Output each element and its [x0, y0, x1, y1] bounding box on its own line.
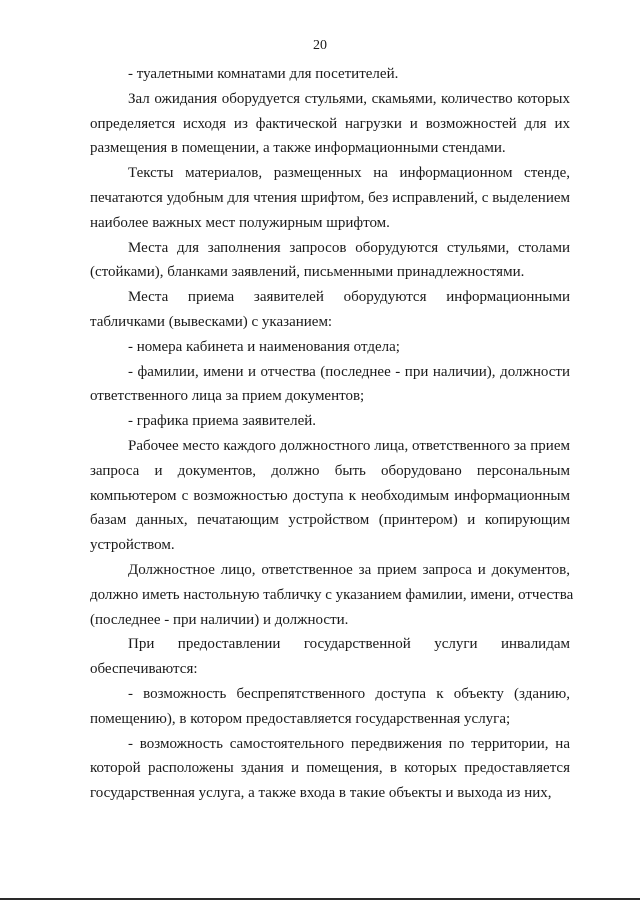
- paragraph-line: - фамилии, имени и отчества (последнее - при наличии), должности: [128, 363, 570, 380]
- paragraph-line: размещения в помещении, а также информационными стендами.: [90, 140, 506, 157]
- paragraph-line: помещению), в котором предоставляется государственная услуга;: [90, 710, 511, 727]
- document-body: [90, 62, 574, 806]
- page-bottom-edge: [0, 898, 640, 900]
- paragraph-line: государственная услуга, а также входа в такие объекты и выхода из них,: [90, 785, 552, 802]
- paragraph-line: определяется исходя из фактической нагрузки и возможностей для их: [90, 115, 570, 132]
- paragraph-line: должно иметь настольную табличку с указанием фамилии, имени, отчества: [90, 586, 574, 603]
- paragraph-line: - возможность беспрепятственного доступа к объекту (зданию,: [128, 685, 570, 702]
- paragraph-line: компьютером с возможностью доступа к необходимым информационным: [90, 487, 570, 504]
- paragraph-line: Зал ожидания оборудуется стульями, скамьями, количество которых: [128, 90, 570, 107]
- paragraph-line: табличками (вывесками) с указанием:: [90, 313, 333, 330]
- paragraph-line: обеспечиваются:: [90, 661, 198, 678]
- paragraph-line: - возможность самостоятельного передвижения по территории, на: [128, 735, 570, 752]
- paragraph-line: Рабочее место каждого должностного лица, ответственного за прием: [128, 437, 570, 454]
- paragraph-line: - графика приема заявителей.: [128, 413, 317, 430]
- paragraph-line: Тексты материалов, размещенных на информационном стенде,: [128, 165, 570, 182]
- paragraph-line: запроса и документов, должно быть оборудовано персональным: [90, 462, 570, 479]
- paragraph-line: (последнее - при наличии) и должности.: [90, 611, 349, 628]
- paragraph-line: (стойками), бланками заявлений, письменными принадлежностями.: [90, 264, 525, 281]
- paragraph-line: Должностное лицо, ответственное за прием запроса и документов,: [128, 561, 570, 578]
- paragraph-line: печатаются удобным для чтения шрифтом, без исправлений, с выделением: [90, 189, 570, 206]
- paragraph-line: устройством.: [90, 537, 175, 554]
- paragraph-line: которой расположены здания и помещения, в которых предоставляется: [90, 760, 570, 777]
- paragraph-line: ответственного лица за прием документов;: [90, 388, 365, 405]
- paragraph-line: Места приема заявителей оборудуются информационными: [128, 289, 570, 306]
- paragraph-line: наиболее важных мест полужирным шрифтом.: [90, 214, 390, 231]
- paragraph-line: - туалетными комнатами для посетителей.: [128, 66, 399, 82]
- paragraph-line: базам данных, печатающим устройством (принтером) и копирующим: [90, 512, 570, 529]
- paragraph-line: При предоставлении государственной услуги инвалидам: [128, 636, 570, 653]
- paragraph-line: - номера кабинета и наименования отдела;: [128, 338, 400, 355]
- page-number: 20: [313, 38, 327, 53]
- paragraph-line: Места для заполнения запросов оборудуются стульями, столами: [128, 239, 570, 256]
